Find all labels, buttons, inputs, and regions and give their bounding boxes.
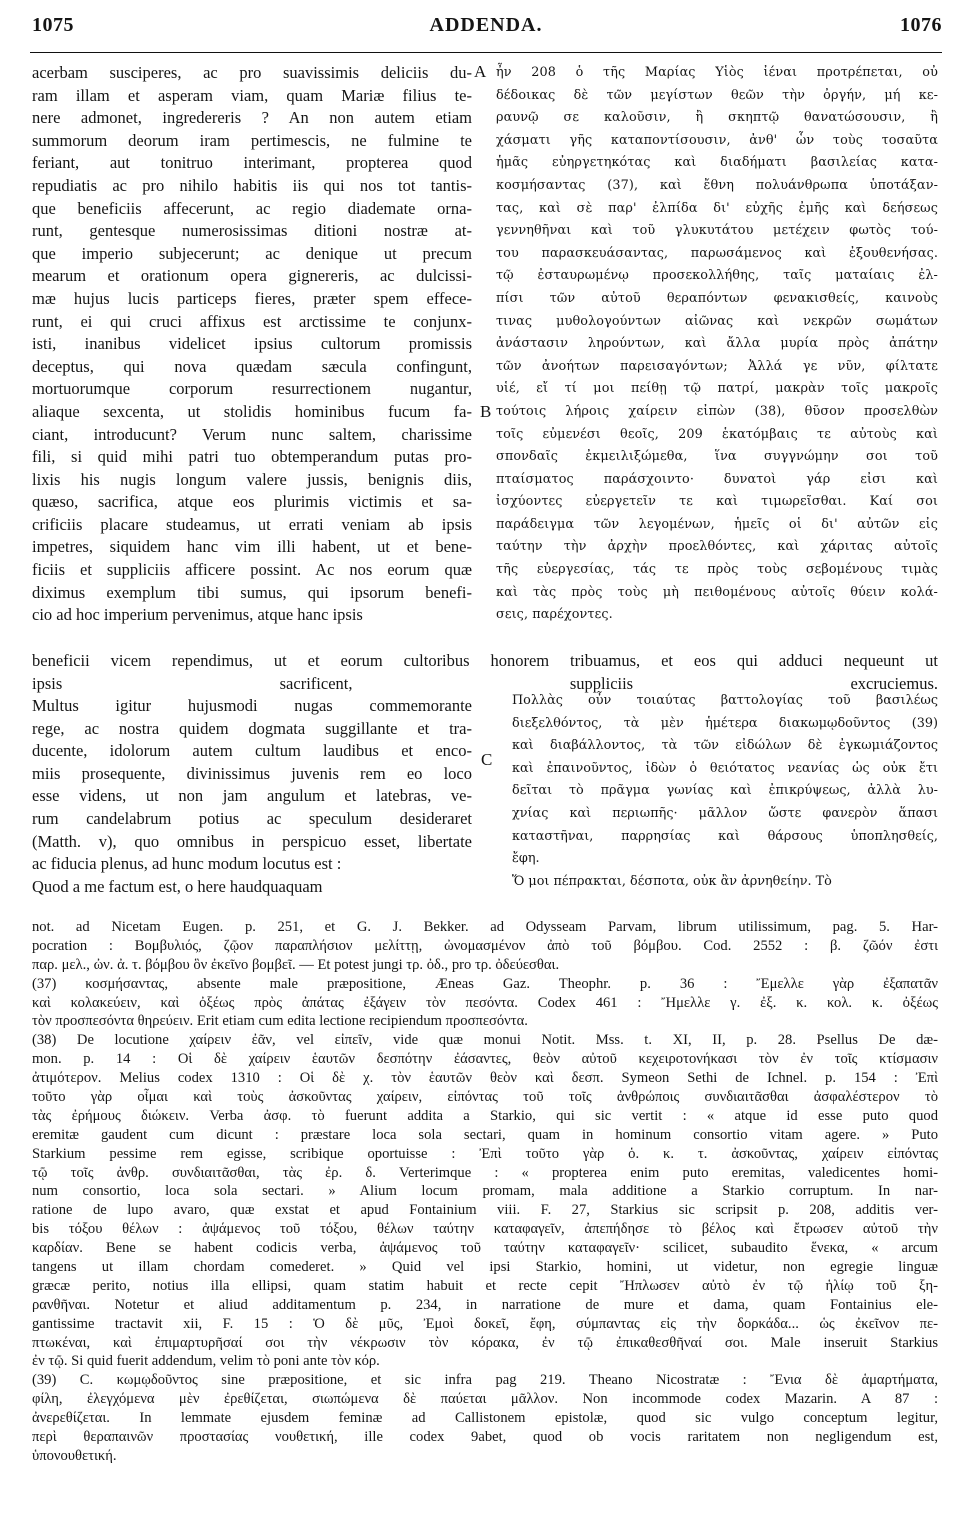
text-line: miis prosequente, divinissimus juvenis rem eo loco xyxy=(32,763,472,783)
text-line: δέδοικας δὲ τῶν μεγίστων θεῶν τὴν ὀργήν, μή κε- xyxy=(496,87,938,103)
text-line: runt, gentesque numerosissimas ditioni nostræ at- xyxy=(32,221,472,241)
text-line: rege, ac nostra quidem dogmata suggillante et tra- xyxy=(32,718,472,738)
footnote-line: mon. p. 14 : Οἱ δὲ χαίρειν ἑαυτῶν δεσπότην ἐάσαντες, θεὸν αὐτοῦ κεχειροτονήκασι τὸν ἐν τοῖς κτίσμασιν xyxy=(32,1051,938,1068)
text-line: ραυνῷ σε καλοῦσιν, ἢ σκηπτῷ θανατώσουσιν, ἢ xyxy=(496,110,938,126)
footnote-line: τὰς ἐρήμους διώκειν. Verba ἀσφ. τὸ fuerunt addita a Starkio, qui sic vertit : « atque id esse puto quod xyxy=(32,1107,938,1124)
text-line: ἰσχύοντες εὐεργετεῖν τε καὶ τιμωρεῖσθαι. Καί σοι xyxy=(496,494,938,510)
text-line: mortuorumque corporum resurrectionem nugantur, xyxy=(32,379,472,399)
footnote-line: not. ad Nicetam Eugen. p. 251, et G. J. Bekker. ad Odysseam Parvam, librum utilissimum, pag. 5. Har- xyxy=(32,919,938,935)
text-line: fili, si quid mihi patri tuo obtemperandum putas pro- xyxy=(32,447,472,467)
text-line: mæ hujus lucis particeps fieres, præter spem effece- xyxy=(32,288,472,308)
text-line: Multus igitur hujusmodi nugas commemorante xyxy=(32,696,472,715)
text-line: mearum et orationum opera gignereris, ac dulcissi- xyxy=(32,266,472,286)
footnote-line: (38) De locutione χαίρειν ἐᾶν, vel εἰπεῖν, vide quæ monui Notit. Mss. t. XI, II, p. 28. Psellus De dæ- xyxy=(32,1032,938,1049)
footnote-line: bis τόξου θέλων : ἀψάμενος τοῦ τόξου, θέλων ταύτην καταφαγεῖν, ἀπεπήδησε τὸ βέλος καὶ ἔτρωσεν αὐτοῦ τὴν xyxy=(32,1221,938,1238)
header-rule xyxy=(30,52,942,53)
text-line: ciant, introducunt? Verum nunc saltem, charissime xyxy=(32,424,472,444)
running-title: ADDENDA. xyxy=(429,14,543,36)
footnote-line: ἐν τῷ. Si quid fuerit addendum, velim τὸ poni ante τὸν κόρ. xyxy=(32,1353,380,1370)
text-line: que beneficiis affecerunt, ac regio diademate orna- xyxy=(32,198,472,218)
left-page-number: 1075 xyxy=(32,14,74,36)
text-line: ἔφη. xyxy=(512,851,540,867)
text-line: διεξελθόντος, τὰ μὲν ἡμέτερα διακωμῳδοῦντος (39) xyxy=(512,715,938,731)
text-line: esse videns, ut non jam angulum et latebras, ve- xyxy=(32,786,472,806)
text-line: σεις, παρέχοντες. xyxy=(496,607,613,623)
text-line: diximus exemplum tibi sumus, qui ipsorum benefi- xyxy=(32,582,472,602)
text-line: aliaque sexcenta, ut stolidis hominibus fucum fa- xyxy=(32,401,472,421)
text-line: ἀνάστασιν ληρούντων, καὶ ἄλλα μυρία πρὸς ἀπάτην xyxy=(496,336,938,352)
footnote-line: gantissime tractavit xii, F. 15 : Ὁ δὲ μῦς, Ἐμοὶ δοκεῖ, ἔφη, σύμπαντας εἰς τὴν δορκάδα... ὡς ἐκεῖνον πε- xyxy=(32,1315,938,1332)
margin-marker-a: A xyxy=(474,62,487,81)
text-line: crificiis placare studeamus, ut errati veniam ab ipsis xyxy=(32,514,472,534)
text-line: quæso, sacrifica, atque eos plurimis victimis et sa- xyxy=(32,492,472,512)
text-line: lixis his nugis longum valere jussis, benignis diis, xyxy=(32,469,472,489)
footnote-line: tangens ut illam chordam comederet. » Quid vel ipsi Starkio, homini, ut videtur, non egregie linguæ xyxy=(32,1259,938,1276)
footnote-line: φίλη, ἐλεγχόμενα μὲν ἐρεθίζεται, σιωπώμενα δὲ παύεται μᾶλλον. Non incommode codex Mazarin. A 87 : xyxy=(32,1391,938,1408)
footnote-line: πτωκέναι, καὶ ἐπιμαρτυρῆσαί σοι τὴν νέκρωσιν τὸν κόρακα, ἐν τῷ ἐπικαθεσθῆναί σοι. Male inseruit Starkius xyxy=(32,1334,938,1351)
footnote-line: eremitæ gaudent cum dicunt : præstare loca sola sectari, quam in hominum consortio vitam agere. » Puto xyxy=(32,1126,938,1143)
text-line: τῷ ἐσταυρωμένῳ προσεκολλήθης, ταῖς ματαίαις ἐλ- xyxy=(496,268,938,284)
footnote-line: ἀνερεθίζεται. In lemmate ejusdem feminæ ad Callistonem epistolæ, quod sic vulgo conceptum legitur, xyxy=(32,1410,938,1427)
text-line: τῶν ἀνοήτων παρεισαγόντων; Ἀλλά γε νῦν, φίλτατε xyxy=(496,358,938,374)
footnote-line: Starkium pessime rem egisse, scribique oportuisse : Ἐπὶ τοῦτο γὰρ ὁ. κ. τ. ἀσκοῦντας, χαίρειν εἰπόντας xyxy=(32,1145,938,1162)
text-line: Quod a me factum est, o here haudquaquam xyxy=(32,876,323,896)
text-line: beneficii vicem rependimus, ut et eorum cultoribus honorem tribuamus, et eos qui adduci nequeunt ut xyxy=(32,651,938,670)
footnote-line: καρδίαν. Bene se habent codicis verba, ἀψάμενος τοῦ ταύτην καταφαγεῖν· scilicet, subaudito ἕνεκα, « arcum xyxy=(32,1240,938,1257)
text-line: repudiatis ac pro nihilo habitis iis qui nos tot tantis- xyxy=(32,175,472,195)
text-line: χάσματι γῆς καταποντίσουσιν, ἀνθ' ὧν τοὺς τοσαῦτα xyxy=(496,132,938,148)
text-line: τινας μυθολογούντων αἰῶνας καὶ νεκρῶν σωμάτων xyxy=(496,313,938,329)
text-line: ram illam et asperam viam, quam Mariæ filius te- xyxy=(32,85,472,105)
text-line: γεννηθῆναι καὶ τοῦ γλυκυτάτου μετέχειν φωτὸς τού- xyxy=(496,223,938,239)
text-line: του παρασκευάσαντας, παρωσάμενος καὶ ἐξουθενήσας. xyxy=(496,245,938,261)
text-line: ἡμᾶς εὐηργετηκότας καὶ διαδήματι βασιλείας κατα- xyxy=(496,155,938,171)
latin-column-2 xyxy=(32,695,472,898)
text-line: υἱέ, εἴ τί μοι πείθῃ τῷ πατρί, μακρὰν τοῖς μακροῖς xyxy=(496,381,938,397)
text-line: ducente, idolorum autem cultum laudibus et enco- xyxy=(32,741,472,761)
footnote-line: ratione de lupo avaro, quæ exstat et apud Fontainium viii. F. 27, Starkius sic scripsit p. 208, additis ver- xyxy=(32,1202,938,1219)
text-line: rum candelabrum potius ac speculum desideraret xyxy=(32,808,472,828)
text-line: σπονδαῖς ἐκμειλιξώμεθα, ἵνα συγγνώμην σοι τοῦ xyxy=(496,449,938,465)
text-line: πταίσματος παράσχοιντο· δυνατοὶ γάρ εἰσι καὶ xyxy=(496,471,938,487)
text-line: ac fiducia plenus, ad hunc modum locutus est : xyxy=(32,854,342,874)
text-line: impetres, siquidem hanc vim illi habent, ut et bene- xyxy=(32,537,472,557)
text-line: ipsis sacrificent, suppliciis excruciemus. xyxy=(32,673,938,693)
text-line: καὶ διαβάλλοντος, τὰ τῶν εἰδώλων δὲ ἐγκωμιάζοντος xyxy=(512,738,938,754)
text-line: καὶ ἐπαινοῦντος, ἰδὼν ὁ θειότατος νεανίας ὡς οὐκ ἔτι xyxy=(512,760,938,776)
footnotes xyxy=(32,918,938,1466)
text-line: παράδειγμα τῶν λεγομένων, ἡμεῖς οἱ δι' αὐτῶν εἰς xyxy=(496,516,938,532)
text-line: κοσμήσαντας (37), καὶ ἔθνη πολυάνθρωπα ὑποτάξαν- xyxy=(496,177,938,193)
footnote-line: (39) C. κωμῳδοῦντος sine præpositione, et sic infra pag 219. Theano Nicostratæ : Ἔνια δὲ ἁμαρτήματα, xyxy=(32,1372,938,1389)
text-line: cio ad hoc imperium pervenimus, atque hanc ipsis xyxy=(32,605,363,625)
text-line: isti, inanibus videlicet ipsius cultorum promissis xyxy=(32,334,472,354)
latin-column xyxy=(32,62,472,627)
text-line: ficiis et suppliciis afficere possint. Ac nos eorum quæ xyxy=(32,560,472,580)
greek-column xyxy=(496,62,938,627)
footnote-line: (37) κοσμήσαντας, absente male præpositione, Æneas Gaz. Theophr. p. 36 : Ἔμελλε γὰρ ἐξαπατᾶν xyxy=(32,975,938,992)
greek-column-2 xyxy=(512,690,938,893)
footnote-line: pocration : Βομβυλιός, ζῷον παραπλήσιον μελίττῃ, ὠνομασμένον ἀπὸ τοῦ βόμβου. Cod. 2552 : β. ζῶόν ἐστι xyxy=(32,937,938,954)
page-header xyxy=(30,10,942,46)
text-line: feriant, aut tonitruo interimant, propterea quod xyxy=(32,153,472,173)
text-line: Πολλὰς οὖν τοιαύτας βαττολογίας τοῦ βασιλέως xyxy=(512,693,938,708)
margin-marker-b: B xyxy=(480,402,492,421)
full-width-lines xyxy=(32,650,938,695)
text-line: τούτοις λήροις χαίρειν εἰπὼν (38), θῦσον προσελθὼν xyxy=(496,403,938,419)
text-line: deceptus, qui nova quædam sæcula confingunt, xyxy=(32,356,472,376)
text-line: ταύτην τὴν ἀρχὴν προελθόντες, καὶ χάριτας αὐτοῖς xyxy=(496,539,938,555)
footnote-line: ρανθῆναι. Notetur et aliud additamentum p. 234, in narratione de mure et dama, quam Fontainius ele- xyxy=(32,1296,938,1313)
footnote-line: num consortio, loca sola sectari. » Alium locum promam, mala additione a Starkio corruptum. In nar- xyxy=(32,1183,938,1200)
text-line: acerbam susciperes, ac pro suavissimis deliciis du- xyxy=(32,63,472,82)
text-line: nere admonet, ingredereris ? An non autem etiam xyxy=(32,108,472,128)
text-line: Ὅ μοι πέπρακται, δέσποτα, οὐκ ἂν ἀρνηθείην. Τὸ xyxy=(512,873,832,889)
text-line: τοῖς εὐμενέσι θεοῖς, 209 ἑκατόμβαις τε αὐτοὺς καὶ xyxy=(496,426,938,442)
margin-marker-c: C xyxy=(481,750,493,769)
text-line: τας, καὶ σὲ παρ' ἐλπίδα δι' εὐχῆς ἐμῆς καὶ δεήσεως xyxy=(496,200,938,216)
text-line: καὶ τὰς πρὸς τοὺς μὴ πειθομένους αὐτοῖς θύειν κολά- xyxy=(496,584,938,600)
footnote-line: περὶ θεραπαινῶν προστασίας νουθετική, ille codex 9abet, quod ob vocis raritatem non negligendum est, xyxy=(32,1429,938,1446)
text-line: καταστῆναι, παρρησίας καὶ θάρσους ὑποπλησθείς, xyxy=(512,828,938,844)
footnote-line: ὑπονουθετική. xyxy=(32,1447,117,1464)
footnote-line: ἀτιμότερον. Melius codex 1310 : Οἱ δὲ χ. τὸν ἑαυτῶν θεὸν καὶ δεσπ. Symeon Sethi de Ichnel. p. 154 : Ἐπὶ xyxy=(32,1070,938,1087)
text-line: summorum deorum iram pertimescis, ne fulmine te xyxy=(32,130,472,150)
right-page-number: 1076 xyxy=(900,14,942,36)
text-line: δεῖται τὸ πρᾶγμα γωνίας καὶ ἐπικρύψεως, ἀλλὰ λυ- xyxy=(512,783,938,799)
footnote-line: græcæ perito, notius illa ellipsi, quam statim habuit et recte cepit Ἤπλωσεν αὐτὸ ἐν τῷ ἡλίῳ τοῦ ξη- xyxy=(32,1277,938,1294)
footnote-line: τῷ τοῖς ἀνθρ. συνδιαιτᾶσθαι, τὰς ἐρ. δ. Verterimque : « propterea enim puto eremitas, valedicentes homi- xyxy=(32,1164,938,1181)
text-line: (Matth. v), quo omnibus in perspicuo esset, libertate xyxy=(32,831,472,851)
text-line: πίσι τῶν αὐτοῦ θεραπόντων φενακισθείς, καινοὺς xyxy=(496,290,938,306)
footnote-line: καὶ κολακεύειν, καὶ ὀξέως πρὸς ἀπάτας ἐξάγειν τὸν πεσόντα. Codex 461 : Ἤμελλε γ. ἐξ. κ. κολ. κ. ὀξέως xyxy=(32,994,938,1011)
footnote-line: παρ. μελ., ὠν. ἀ. τ. βόμβου ὃν ἐκεῖνο βομβεῖ. — Et potest jungi τρ. ὀδ., pro τρ. ὀδεύεσθαι. xyxy=(32,956,560,973)
text-line: ἦν 208 ὁ τῆς Μαρίας Υἱὸς ἰέναι προτρέπεται, οὐ xyxy=(496,65,938,80)
footnote-line: τὸν προσπεσόντα θηρεύειν. Erit etiam cum edita lectione recipiendum προσπεσόντα. xyxy=(32,1013,528,1030)
text-line: runt, ei qui cruci affixus est arctissime te conjunx- xyxy=(32,311,472,331)
footnote-line: τοῦτο γὰρ οἶμαι καὶ τοὺς ἀσκοῦντας χαίρειν, εἰπόντας τοῦ τοῖς ἀνθρώποις συνδιαιτᾶσθαι ἀσφαλέστερον τὸ xyxy=(32,1089,938,1106)
text-line: χνίας καὶ περιωπῆς· μᾶλλον ὥστε φανερὸν ἅπασι xyxy=(512,805,938,821)
text-line: τῆς εὐεργεσίας, τάς τε πρὸς τοὺς σεβομένους τιμὰς xyxy=(496,562,938,578)
text-line: que imperio subjecerunt; ac denique ut precum xyxy=(32,243,472,263)
